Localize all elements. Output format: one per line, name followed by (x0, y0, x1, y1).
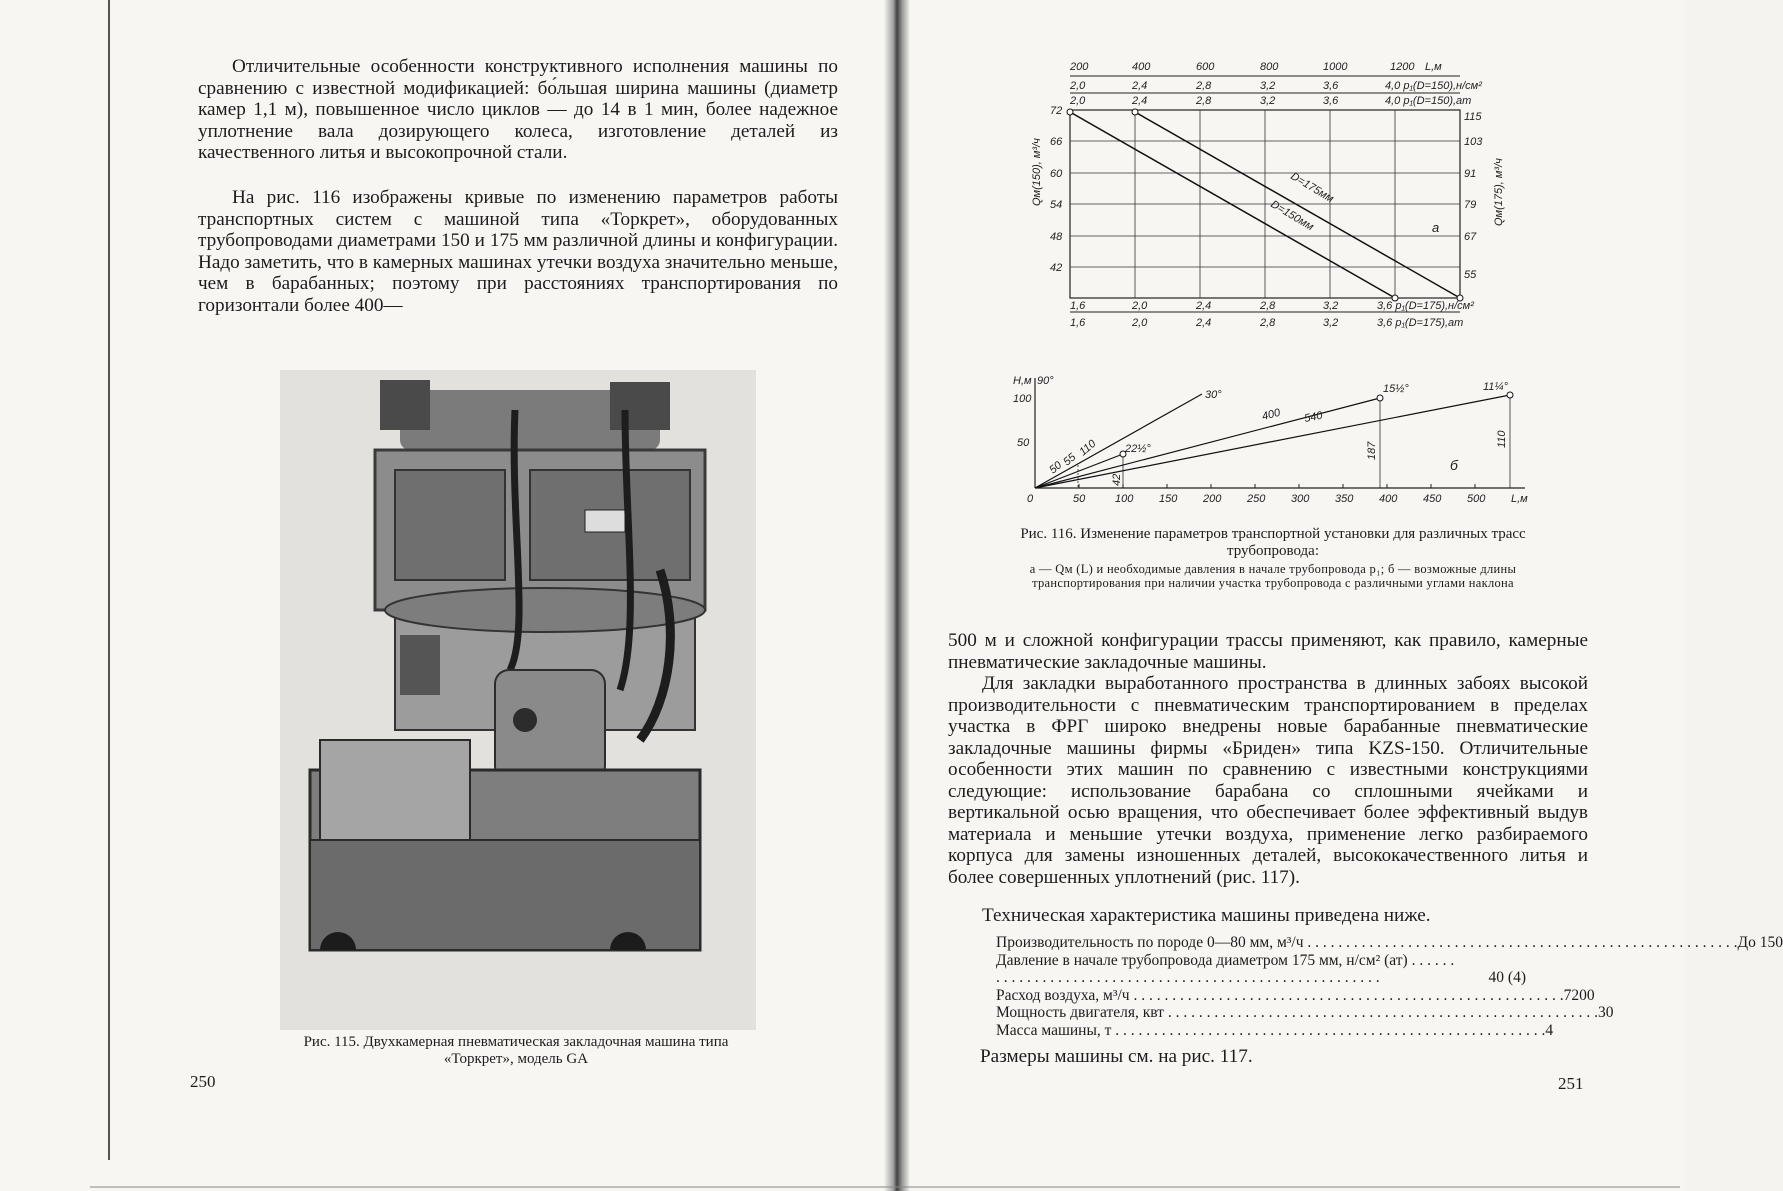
book-spine (884, 0, 910, 1191)
tick-label: L,м (1511, 493, 1528, 505)
panel-b-label: б (1450, 457, 1458, 473)
spec-row (996, 1021, 1554, 1040)
tick-label: 100 (1115, 493, 1134, 505)
tick-label: 100 (1013, 393, 1032, 405)
distance-label: 55 (1061, 451, 1079, 469)
line-22deg (1035, 454, 1123, 488)
right-paragraph-1: 500 м и сложной конфигурации трассы применяют, как правило, камерные пневматические закладочные машины. (948, 630, 1588, 673)
top-scale-p150-at (1069, 95, 1471, 107)
tick-label: 3,2 (1260, 95, 1276, 107)
right-page-number: 251 (1558, 1074, 1584, 1093)
tick-label: 2,4 (1132, 80, 1148, 92)
tick-label: 2,4 (1196, 317, 1212, 329)
figure-116b-chart (1005, 370, 1540, 510)
distance-label: 540 (1303, 409, 1324, 425)
spec-value: До 150 (1737, 934, 1783, 951)
tick-label: 3,6 p₁(D=175),ат (1377, 317, 1464, 329)
tick-label: 103 (1464, 136, 1483, 148)
figure-116a-chart (1031, 56, 1510, 346)
tick-label: 2,0 (1132, 317, 1148, 329)
tick-label: L,м (1425, 61, 1442, 73)
tick-label: 4,0 p₁(D=150),ат (1385, 95, 1472, 107)
right-axis-label: Qм(175), м³/ч (1493, 158, 1505, 226)
spec-label: Расход воздуха, м³/ч . . . (996, 987, 1564, 1005)
distance-label: 50 (1047, 459, 1065, 477)
bottom-scale-p175 (1070, 300, 1474, 312)
y-axis-label: H,м (1013, 375, 1032, 387)
tick-label: 4,0 p₁(D=150),н/см² (1385, 80, 1482, 92)
distance-label: 110 (1496, 430, 1508, 448)
page-edge (108, 0, 110, 1160)
data-point (1132, 109, 1138, 115)
tick-label: 3,6 (1323, 95, 1339, 107)
tick-label: 3,2 (1323, 300, 1339, 312)
distance-label: 110 (1077, 437, 1099, 459)
tick-label: 2,8 (1196, 80, 1212, 92)
tick-label: 150 (1159, 493, 1178, 505)
tick-label: 1000 (1323, 61, 1348, 73)
spec-label: Давление в начале трубопровода диаметром 175 мм, н/см² (ат) . . . (996, 952, 1456, 987)
tick-label: 42 (1050, 262, 1063, 274)
tick-label: 90° (1037, 375, 1054, 387)
tick-label: 2,8 (1260, 317, 1276, 329)
left-paragraph-1: Отличительные особенности конструктивного исполнения машины по сравнению с известной модификацией: бо́льшая ширина машины (диаметр камер 1,1 м), повышенное число циклов — до 14 в 1 мин, более надежное уплотнение вала дозирующего колеса, изготовление деталей из качественного литья и высокопрочной стали. (198, 56, 838, 163)
angle-label: 30° (1205, 389, 1222, 401)
top-scale-L (1069, 61, 1442, 73)
tick-label: 1,6 (1070, 317, 1086, 329)
tick-label: 2,0 (1132, 300, 1148, 312)
tick-label: 115 (1464, 111, 1482, 123)
tick-label: 54 (1050, 199, 1063, 211)
distance-label: 42 (1111, 473, 1123, 486)
line-d175 (1135, 112, 1460, 298)
panel-a-label: а (1432, 220, 1440, 235)
figure-115-photo (280, 370, 756, 1030)
page-bottom-edge (90, 1186, 1680, 1188)
tick-label: 2,4 (1132, 95, 1148, 107)
angle-label: 22½° (1125, 443, 1151, 455)
left-page-number: 250 (190, 1072, 216, 1091)
machine-illustration (280, 370, 756, 1030)
tick-label: 400 (1379, 493, 1398, 505)
tick-label: 55 (1464, 269, 1477, 281)
tick-label: 1,6 (1070, 300, 1086, 312)
line-d150 (1070, 112, 1395, 298)
right-ticks (1464, 111, 1483, 281)
tick-label: 50 (1017, 437, 1030, 449)
line-label-d150: D=150мм (1268, 198, 1316, 234)
angle-label: 15½° (1383, 383, 1409, 395)
tick-label: 450 (1423, 493, 1442, 505)
spec-intro: Техническая характеристика машины приведена ниже. (982, 905, 1431, 926)
tick-label: 2,0 (1070, 80, 1086, 92)
distance-label: 400 (1260, 406, 1282, 423)
figure-115-caption: Рис. 115. Двухкамерная пневматическая закладочная машина типа «Торкрет», модель GA (303, 1034, 729, 1067)
tick-label: 3,2 (1323, 317, 1339, 329)
tick-label: 2,4 (1196, 300, 1212, 312)
tick-label: 60 (1050, 168, 1063, 180)
angle-label: 11¼° (1483, 381, 1508, 393)
spec-value: 30 (1597, 1004, 1614, 1021)
tick-label: 1200 (1390, 61, 1415, 73)
tick-label: 66 (1050, 136, 1063, 148)
tick-label: 72 (1050, 105, 1063, 117)
x-ticks (1079, 484, 1475, 488)
tick-label: 300 (1291, 493, 1310, 505)
tick-label: 79 (1464, 199, 1477, 211)
tick-label: 350 (1335, 493, 1354, 505)
tick-label: 200 (1070, 61, 1089, 73)
tick-label: 600 (1196, 61, 1215, 73)
closing-line: Размеры машины см. на рис. 117. (980, 1046, 1253, 1067)
tick-label: 48 (1050, 231, 1063, 243)
right-paragraph-2: Для закладки выработанного пространства в длинных забоях высокой производительности с пневматическим транспортированием в пределах участка в ФРГ широко внедрены новые барабанные пневматические закладочные машины фирмы «Бриден» типа KZS-150. Отличительные особенности этих машин по сравнению с известными конструкциями следующие: использование барабана со сплошными ячейками и вертикальной осью вращения, что обеспечивает более эффективный выдув материала и меньшие утечки воздуха, применение легко разбираемого корпуса для замены изношенных деталей, высококачественного литья и более совершенных уплотнений (рис. 117). (948, 673, 1588, 888)
tick-label: 3,2 (1260, 80, 1276, 92)
left-axis-label: Qм(150), м³/ч (1031, 138, 1043, 206)
tick-label: 500 (1467, 493, 1486, 505)
spec-table (996, 934, 1783, 1039)
data-point (1377, 395, 1383, 401)
tick-label: 250 (1247, 493, 1266, 505)
tick-label: 3,6 (1323, 80, 1339, 92)
spec-label: Производительность по породе 0—80 мм, м³/ч . . . (996, 934, 1738, 952)
left-paragraph-2: На рис. 116 изображены кривые по изменению параметров работы транспортных систем с машиной типа «Торкрет», оборудованных трубопроводами диаметрами 150 и 175 мм различной длины и конфигурации. Надо заметить, что в камерных машинах утечки воздуха значительно меньше, чем в барабанных; поэтому при расстояниях транспортирования по горизонтали более 400— (198, 187, 838, 316)
grid (1070, 110, 1460, 298)
bottom-scale-p175-at (1070, 317, 1463, 329)
tick-label: 400 (1132, 61, 1151, 73)
spec-row (996, 986, 1595, 1005)
figure-116-caption-title: Рис. 116. Изменение параметров транспортной установки для различных трасс трубопровода: (1020, 526, 1526, 559)
spec-row (996, 1004, 1614, 1022)
spec-label: Мощность двигателя, квт . . . (996, 1004, 1598, 1022)
tick-label: 800 (1260, 61, 1279, 73)
spec-row (996, 952, 1526, 987)
figure-116-caption-detail: а — Qм (L) и необходимые давления в начале трубопровода p₁; б — возможные длины транспортирования при наличии участка трубопровода с различными углами наклона (1029, 562, 1517, 590)
tick-label: 50 (1073, 493, 1086, 505)
spec-label: Масса машины, т . . . (996, 1022, 1545, 1040)
top-scale-p150 (1069, 80, 1482, 92)
tick-label: 2,8 (1196, 95, 1212, 107)
line-label-d175: D=175мм (1288, 170, 1336, 206)
b-x-ticks (1073, 493, 1528, 505)
spec-value: 4 (1545, 1021, 1554, 1039)
tick-label: 91 (1464, 168, 1477, 180)
tick-label: 200 (1203, 493, 1222, 505)
spec-value: 7200 (1563, 986, 1595, 1004)
tick-label: 0 (1027, 493, 1034, 505)
spec-row (996, 934, 1783, 952)
tick-label: 2,0 (1070, 95, 1086, 107)
distance-label: 187 (1366, 441, 1378, 460)
tick-label: 67 (1464, 231, 1477, 243)
tick-label: 3,6 p₁(D=175),н/см² (1377, 300, 1474, 312)
tick-label: 2,8 (1260, 300, 1276, 312)
data-point (1067, 109, 1073, 115)
spec-value: 40 (4) (1488, 969, 1526, 986)
left-ticks (1050, 105, 1063, 274)
